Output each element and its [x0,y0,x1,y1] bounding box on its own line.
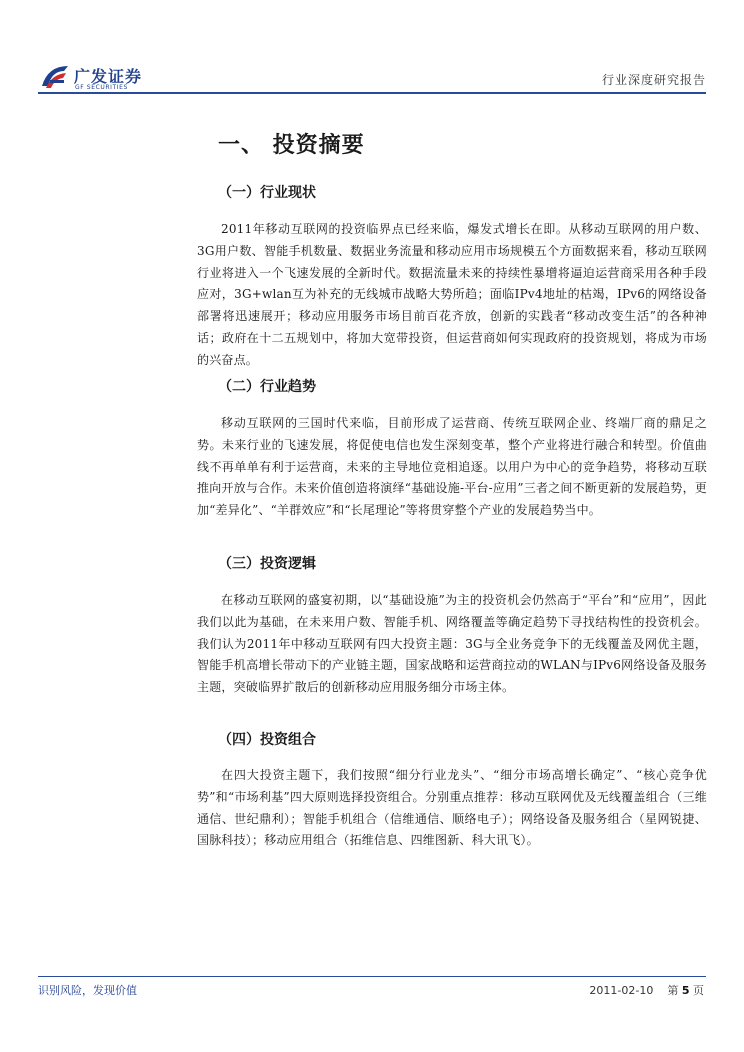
company-logo [38,60,168,94]
section-body-portfolio: 在四大投资主题下，我们按照“细分行业龙头”、“细分市场高增长确定”、“核心竞争优势”和“市场利基”四大原则选择投资组合。分别重点推荐：移动互联网优及无线覆盖组合（三维通信、世纪鼎利）；智能手机组合（信维通信、顺络电子）；网络设备及服务组合（星网锐捷、国脉科技）；移动应用组合（拓维信息、四维图新、科大讯飞）。 [197,768,707,848]
footer-divider [38,976,706,977]
section-body-logic: 在移动互联网的盛宴初期，以“基础设施”为主的投资机会仍然高于“平台”和“应用”，因此我们以此为基础，在未来用户数、智能手机、网络覆盖等确定趋势下寻找结构性的投资机会。我们认为2011年中移动互联网有四大投资主题：3G与全业务竞争下的无线覆盖及网优主题，智能手机高增长带动下的产业链主题，国家战略和运营商拉动的WLAN与IPv6网络设备及服务主题，突破临界扩散后的创新移动应用服务细分市场主体。 [197,593,707,695]
footer-slogan: 识别风险，发现价值 [38,984,137,997]
page-number: 5 [681,984,690,997]
report-type-label: 行业深度研究报告 [601,73,706,87]
page-prefix: 第 [667,984,679,997]
page-header [0,0,744,100]
page-suffix: 页 [693,984,704,997]
logo-text-en: GF SECURITIES [75,84,128,91]
header-divider [38,92,706,94]
section-heading-current-status: （一）行业现状 [218,185,316,201]
footer-meta [589,982,704,998]
gf-logo-icon [38,60,72,94]
section-heading-trends: （二）行业趋势 [218,379,316,395]
footer-date: 2011-02-10 [589,984,654,997]
logo-text-cn: 广发证券 [74,67,143,86]
page-title: 一、 投资摘要 [218,133,365,158]
section-body-current-status: 2011年移动互联网的投资临界点已经来临，爆发式增长在即。从移动互联网的用户数、3G用户数、智能手机数量、数据业务流量和移动应用市场规模五个方面数据来看，移动互联网行业将进入一个飞速发展的全新时代。数据流量未来的持续性暴增将逼迫运营商采用各种手段应对，3G+wlan互为补充的无线城市战略大势所趋；面临IPv4地址的枯竭，IPv6的网络设备部署将迅速展开；移动应用服务市场目前百花齐放，创新的实践者“移动改变生活”的各种神话；政府在十二五规划中，将加大宽带投资，但运营商如何实现政府的投资规划，将成为市场的兴奋点。 [197,222,707,367]
section-body-trends: 移动互联网的三国时代来临，目前形成了运营商、传统互联网企业、终端厂商的鼎足之势。未来行业的飞速发展，将促使电信也发生深刻变革，整个产业将进行融合和转型。价值曲线不再单单有利于运营商，未来的主导地位竞相追逐。以用户为中心的竞争趋势，将移动互联推向开放与合作。未来价值创造将演绎“基础设施-平台-应用”三者之间不断更新的发展趋势，更加“差异化”、“羊群效应”和“长尾理论”等将贯穿整个产业的发展趋势当中。 [197,416,707,518]
section-heading-portfolio: （四）投资组合 [218,732,316,748]
section-heading-logic: （三）投资逻辑 [218,556,316,572]
